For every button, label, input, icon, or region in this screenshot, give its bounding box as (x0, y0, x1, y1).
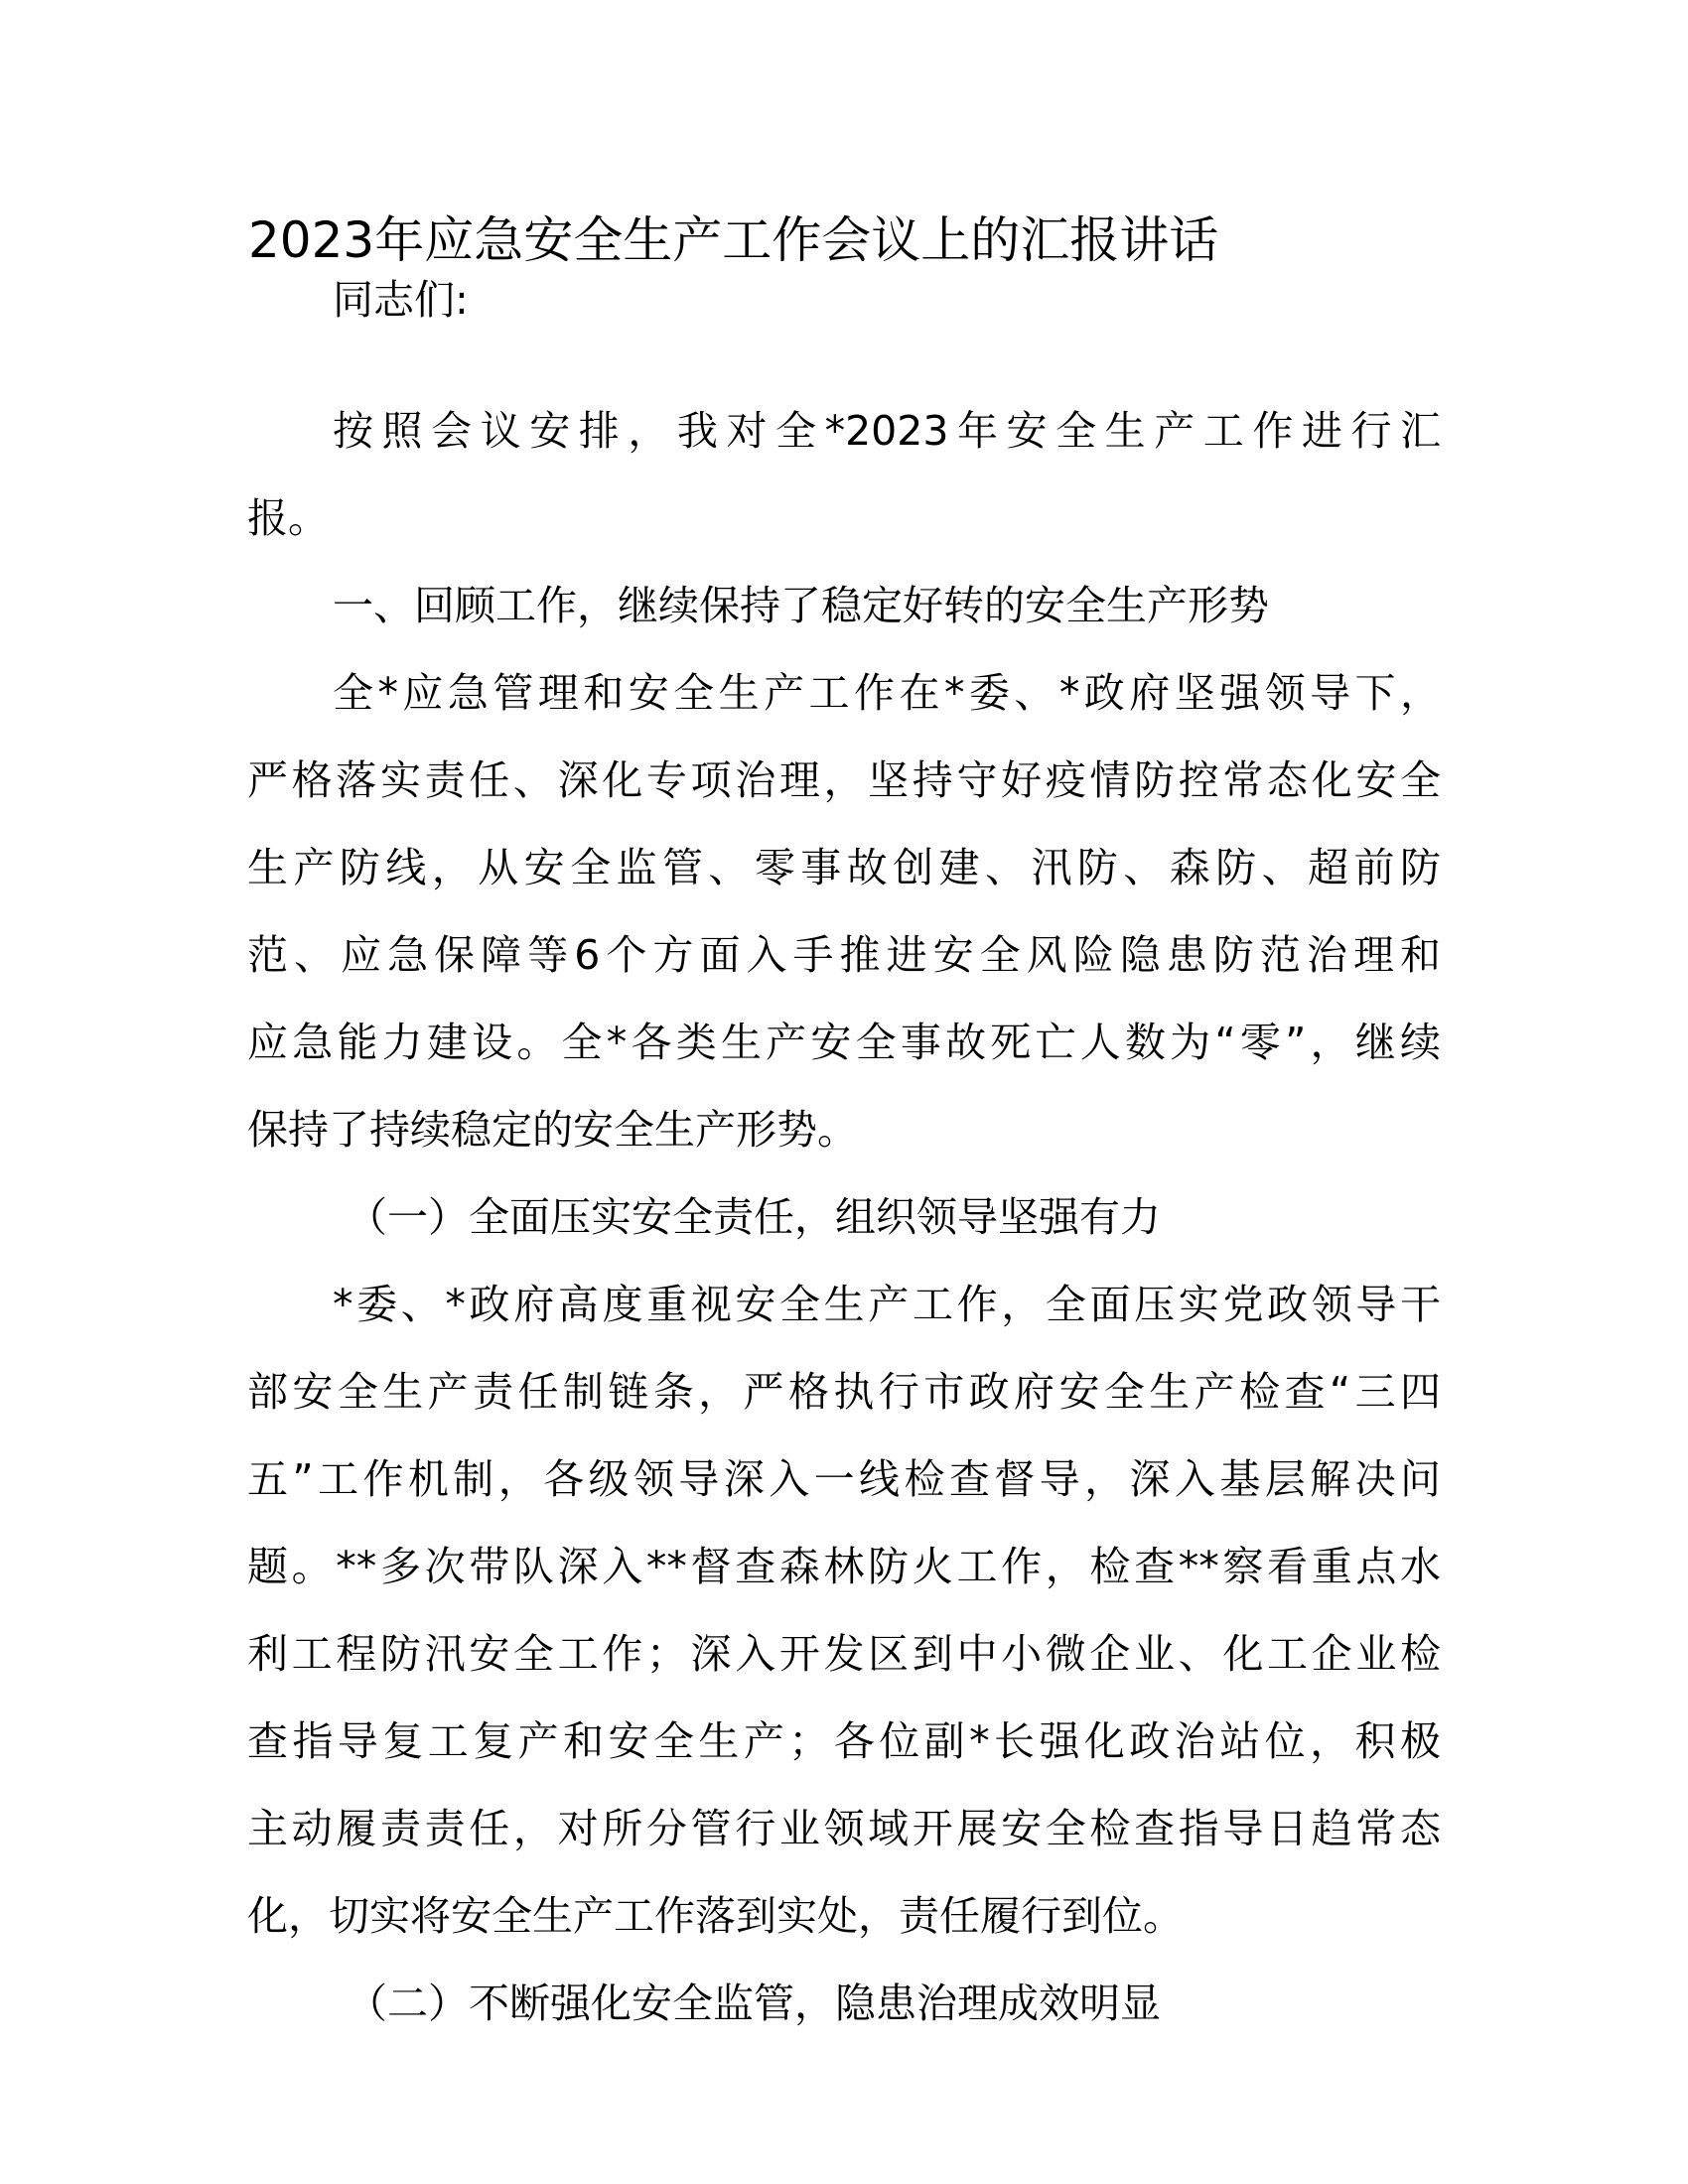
document-title: 2023年应急安全生产工作会议上的汇报讲话 (248, 211, 1219, 269)
paragraph-line: 按照会议安排，我对全*2023年安全生产工作进行汇 (333, 407, 1441, 455)
sub1-heading-block (247, 1173, 1441, 1261)
greeting: 同志们: (333, 276, 469, 324)
paragraph-line: 严格落实责任、深化专项治理，坚持守好疫情防控常态化安全 (247, 756, 1441, 804)
paragraph-line: 五”工作机制，各级领导深入一线检查督导，深入基层解决问 (247, 1455, 1441, 1503)
paragraph-line: 全*应急管理和安全生产工作在*委、*政府坚强领导下， (333, 669, 1441, 717)
subsection-heading: （一）全面压实安全责任，组织领导坚强有力 (347, 1193, 1161, 1241)
section-heading: 一、回顾工作，继续保持了稳定好转的安全生产形势 (333, 582, 1269, 629)
sub1-paragraph (247, 1261, 1441, 1960)
paragraph-line: 查指导复工复产和安全生产；各位副*长强化政治站位，积极 (247, 1717, 1441, 1765)
greeting-block (247, 256, 1441, 343)
paragraph-line: 利工程防汛安全工作；深入开发区到中小微企业、化工企业检 (247, 1630, 1441, 1678)
paragraph-line: 生产防线，从安全监管、零事故创建、汛防、森防、超前防 (247, 844, 1441, 891)
paragraph-line: 范、应急保障等6个方面入手推进安全风险隐患防范治理和 (247, 931, 1441, 979)
paragraph-line: 题。**多次带队深入**督查森林防火工作，检查**察看重点水 (247, 1543, 1441, 1590)
subsection-heading: （二）不断强化安全监管，隐患治理成效明显 (347, 1979, 1161, 2027)
paragraph-line: 应急能力建设。全*各类生产安全事故死亡人数为“零”，继续 (247, 1019, 1441, 1066)
paragraph-line: *委、*政府高度重视安全生产工作，全面压实党政领导干 (333, 1281, 1441, 1328)
intro-paragraph (247, 387, 1441, 562)
sub2-heading-block (247, 1960, 1441, 2047)
section1-heading-block (247, 562, 1441, 649)
paragraph-line: 保持了持续稳定的安全生产形势。 (247, 1106, 858, 1154)
paragraph-line: 报。 (247, 494, 329, 542)
paragraph-line: 部安全生产责任制链条，严格执行市政府安全生产检查“三四 (247, 1368, 1441, 1416)
section1-paragraph (247, 649, 1441, 1173)
paragraph-line: 化，切实将安全生产工作落到实处，责任履行到位。 (247, 1892, 1184, 1940)
paragraph-line: 主动履责责任，对所分管行业领域开展安全检查指导日趋常态 (247, 1805, 1441, 1852)
